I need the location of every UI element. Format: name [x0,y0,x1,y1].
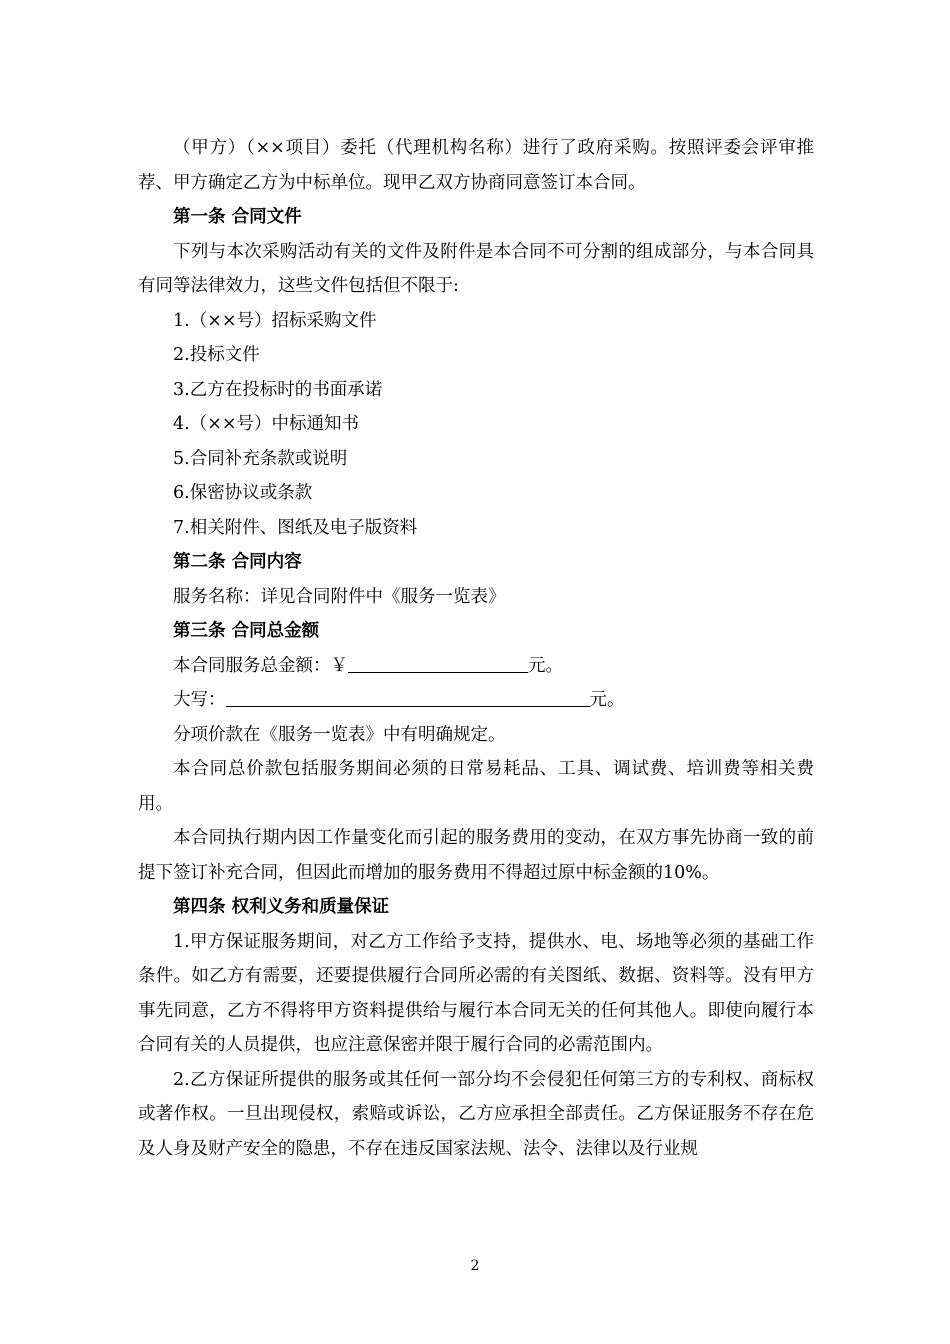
capital-amount-blank[interactable] [226,686,590,707]
capital-amount-label: 大写： [173,690,226,710]
article-2-text: 服务名称：详见合同附件中《服务一览表》 [173,586,506,607]
capital-amount-line [138,683,814,718]
list-item: 7.相关附件、图纸及电子版资料 [173,517,418,538]
intro-paragraph: （甲方）（××项目）委托（代理机构名称）进行了政府采购。按照评委会评审推荐、甲方确定乙方为中标单位。现甲乙双方协商同意签订本合同。 [138,138,814,193]
list-item: 4.（××号）中标通知书 [173,414,360,434]
total-amount-line [138,649,814,684]
article-4-heading: 第四条 权利义务和质量保证 [173,897,390,917]
list-item: 3.乙方在投标时的书面承诺 [173,379,383,400]
contract-body [138,131,814,1166]
total-amount-unit: 元。 [528,655,563,676]
article-3-paragraph-1: 分项价款在《服务一览表》中有明确规定。 [173,724,506,745]
article-2-heading: 第二条 合同内容 [173,552,302,572]
article-4-paragraph-2: 2.乙方保证所提供的服务或其任何一部分均不会侵犯任何第三方的专利权、商标权或著作权。一旦出现侵权，索赔或诉讼，乙方应承担全部责任。乙方保证服务不存在危及人身及财产安全的隐患，不存在违反国家法规、法令、法律以及行业规 [138,1069,814,1159]
list-item: 2.投标文件 [173,345,260,365]
total-amount-blank[interactable] [348,652,528,673]
article-1-text: 下列与本次采购活动有关的文件及附件是本合同不可分割的组成部分，与本合同具有同等法律效力，这些文件包括但不限于: [138,241,814,296]
article-3-heading: 第三条 合同总金额 [173,621,320,641]
capital-amount-unit: 元。 [589,690,625,710]
article-1-heading: 第一条 合同文件 [173,207,302,227]
total-amount-label: 本合同服务总金额：￥ [173,655,348,676]
list-item: 1.（××号）招标采购文件 [173,310,377,331]
list-item: 6.保密协议或条款 [173,483,313,503]
article-3-paragraph-3: 本合同执行期内因工作量变化而引起的服务费用的变动，在双方事先协商一致的前提下签订补充合同，但因此而增加的服务费用不得超过原中标金额的10%。 [138,828,814,883]
article-4-paragraph-1: 1.甲方保证服务期间，对乙方工作给予支持，提供水、电、场地等必须的基础工作条件。如乙方有需要，还要提供履行合同所必需的有关图纸、数据、资料等。没有甲方事先同意，乙方不得将甲方资料提供给与履行本合同无关的任何其他人。即使向履行本合同有关的人员提供，也应注意保密并限于履行合同的必需范围内。 [138,931,814,1055]
article-3-paragraph-2: 本合同总价款包括服务期间必须的日常易耗品、工具、调试费、培训费等相关费用。 [138,759,814,814]
list-item: 5.合同补充条款或说明 [173,448,348,469]
page-number: 2 [470,1258,480,1274]
